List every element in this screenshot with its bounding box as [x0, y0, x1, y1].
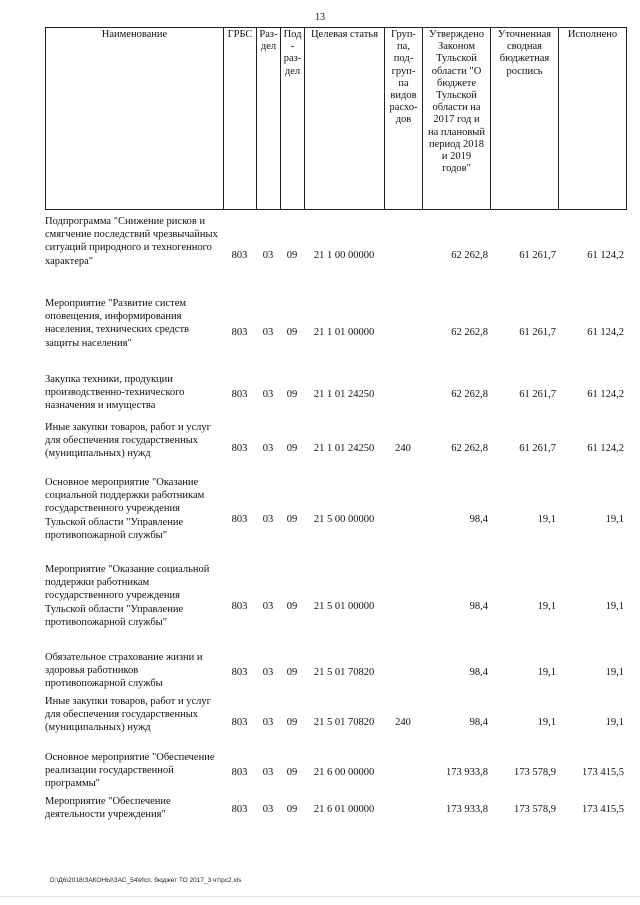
row-podrazdel: 09: [286, 601, 298, 613]
row-razdel: 03: [262, 389, 274, 401]
row-razdel: 03: [262, 717, 274, 729]
table-row: [45, 215, 626, 297]
table-header: [45, 27, 627, 210]
row-refined: 19,1: [537, 667, 556, 679]
row-refined: 19,1: [537, 601, 556, 613]
table-row: [45, 421, 626, 476]
row-approved: 62 262,8: [451, 389, 488, 401]
table-row: [45, 795, 626, 825]
row-target: 21 5 01 00000: [313, 601, 375, 613]
table-row: [45, 297, 626, 369]
row-grbs: 803: [231, 250, 248, 262]
row-vid: 240: [395, 717, 411, 729]
row-vid: 240: [395, 442, 411, 454]
row-razdel: 03: [262, 327, 274, 339]
row-grbs: 803: [231, 513, 248, 525]
row-podrazdel: 09: [286, 250, 298, 262]
row-razdel: 03: [262, 250, 274, 262]
row-grbs: 803: [231, 442, 248, 454]
row-refined: 173 578,9: [514, 767, 556, 779]
row-approved: 98,4: [469, 667, 488, 679]
table-row: [45, 476, 626, 563]
row-executed: 61 124,2: [587, 250, 624, 262]
row-podrazdel: 09: [286, 513, 298, 525]
row-target: 21 6 00 00000: [313, 767, 375, 779]
row-executed: 173 415,5: [582, 767, 624, 779]
header-vid: Груп- па, под- груп- па видов расхо- дов: [385, 28, 423, 210]
row-refined: 61 261,7: [519, 442, 556, 454]
table-row: [45, 751, 626, 795]
row-razdel: 03: [262, 667, 274, 679]
header-refined: Уточненная сводная бюджетная роспись: [491, 28, 559, 210]
row-target: 21 1 01 24250: [313, 389, 375, 401]
header-grbs: ГРБС: [224, 28, 257, 210]
row-grbs: 803: [231, 717, 248, 729]
row-name: Подпрограмма "Снижение рисков и смягчение последствий чрезвычайных ситуаций природного и техногенного характера": [45, 216, 218, 267]
row-name: Основное мероприятие "Обеспечение реализации государственной программы": [45, 752, 215, 790]
row-vid: [384, 563, 422, 651]
row-refined: 19,1: [537, 717, 556, 729]
row-refined: 61 261,7: [519, 250, 556, 262]
row-vid: [384, 476, 422, 563]
row-razdel: 03: [262, 442, 274, 454]
row-executed: 173 415,5: [582, 804, 624, 816]
row-executed: 61 124,2: [587, 442, 624, 454]
row-vid: [384, 651, 422, 695]
footer-file-path: D:\Д6\2018\ЗАКОНЫ\ЗАС_54\Исп. бюджет ТО 2017_3 чт\рс2.xls: [50, 877, 242, 884]
budget-table: [45, 215, 626, 825]
row-name: Иные закупки товаров, работ и услуг для обеспечения государственных (муниципальных) нужд: [45, 422, 211, 460]
header-approved: Утверждено Законом Тульской области "О бюджете Тульской области на 2017 год и на плановый период 2018 и 2019 годов": [423, 28, 491, 210]
table-row: [45, 369, 626, 421]
row-name: Мероприятие "Развитие систем оповещения, информирования населения, технических средств защиты населения": [45, 298, 189, 349]
row-podrazdel: 09: [286, 389, 298, 401]
row-approved: 98,4: [469, 601, 488, 613]
row-target: 21 1 01 00000: [313, 327, 375, 339]
page-number: 13: [315, 12, 325, 23]
row-name: Основное мероприятие "Оказание социальной поддержки работникам государственного учреждения Тульской области "Управление противопожарной службы": [45, 477, 205, 541]
row-executed: 61 124,2: [587, 389, 624, 401]
row-grbs: 803: [231, 767, 248, 779]
table-row: [45, 695, 626, 751]
row-target: 21 5 00 00000: [313, 513, 375, 525]
row-podrazdel: 09: [286, 767, 298, 779]
row-grbs: 803: [231, 667, 248, 679]
row-razdel: 03: [262, 767, 274, 779]
row-podrazdel: 09: [286, 717, 298, 729]
row-name: Обязательное страхование жизни и здоровья работников противопожарной службы: [45, 652, 203, 690]
table-row: [45, 563, 626, 651]
row-executed: 19,1: [605, 513, 624, 525]
row-target: 21 5 01 70820: [313, 667, 375, 679]
row-executed: 61 124,2: [587, 327, 624, 339]
table-row: [45, 651, 626, 695]
row-razdel: 03: [262, 804, 274, 816]
row-approved: 62 262,8: [451, 327, 488, 339]
row-podrazdel: 09: [286, 804, 298, 816]
row-razdel: 03: [262, 513, 274, 525]
row-target: 21 1 00 00000: [313, 250, 375, 262]
row-podrazdel: 09: [286, 327, 298, 339]
row-grbs: 803: [231, 601, 248, 613]
page-bottom-divider: [0, 896, 640, 897]
row-target: 21 6 01 00000: [313, 804, 375, 816]
row-name: Мероприятие "Обеспечение деятельности учреждения": [45, 796, 171, 821]
row-refined: 61 261,7: [519, 389, 556, 401]
row-approved: 173 933,8: [446, 804, 488, 816]
row-approved: 62 262,8: [451, 442, 488, 454]
row-vid: [384, 215, 422, 297]
row-grbs: 803: [231, 389, 248, 401]
row-name: Иные закупки товаров, работ и услуг для обеспечения государственных (муниципальных) нужд: [45, 696, 211, 734]
row-podrazdel: 09: [286, 442, 298, 454]
row-executed: 19,1: [605, 601, 624, 613]
row-approved: 173 933,8: [446, 767, 488, 779]
header-podrazdel: Под- раз- дел: [281, 28, 305, 210]
row-refined: 19,1: [537, 513, 556, 525]
header-executed: Исполнено: [559, 28, 627, 210]
row-grbs: 803: [231, 327, 248, 339]
row-vid: [384, 751, 422, 795]
row-name: Мероприятие "Оказание социальной поддержки работникам государственного учреждения Тульской области "Управление противопожарной службы": [45, 564, 210, 628]
row-executed: 19,1: [605, 717, 624, 729]
row-podrazdel: 09: [286, 667, 298, 679]
row-vid: [384, 297, 422, 369]
row-approved: 98,4: [469, 717, 488, 729]
header-name: Наименование: [46, 28, 224, 210]
row-target: 21 5 01 70820: [313, 717, 375, 729]
row-vid: [384, 795, 422, 825]
header-target: Целевая статья: [305, 28, 385, 210]
row-refined: 61 261,7: [519, 327, 556, 339]
row-refined: 173 578,9: [514, 804, 556, 816]
row-executed: 19,1: [605, 667, 624, 679]
header-razdel: Раз- дел: [257, 28, 281, 210]
row-approved: 62 262,8: [451, 250, 488, 262]
row-grbs: 803: [231, 804, 248, 816]
row-vid: [384, 369, 422, 421]
row-approved: 98,4: [469, 513, 488, 525]
row-name: Закупка техники, продукции производственно-технического назначения и имущества: [45, 374, 185, 412]
row-target: 21 1 01 24250: [313, 442, 375, 454]
row-razdel: 03: [262, 601, 274, 613]
